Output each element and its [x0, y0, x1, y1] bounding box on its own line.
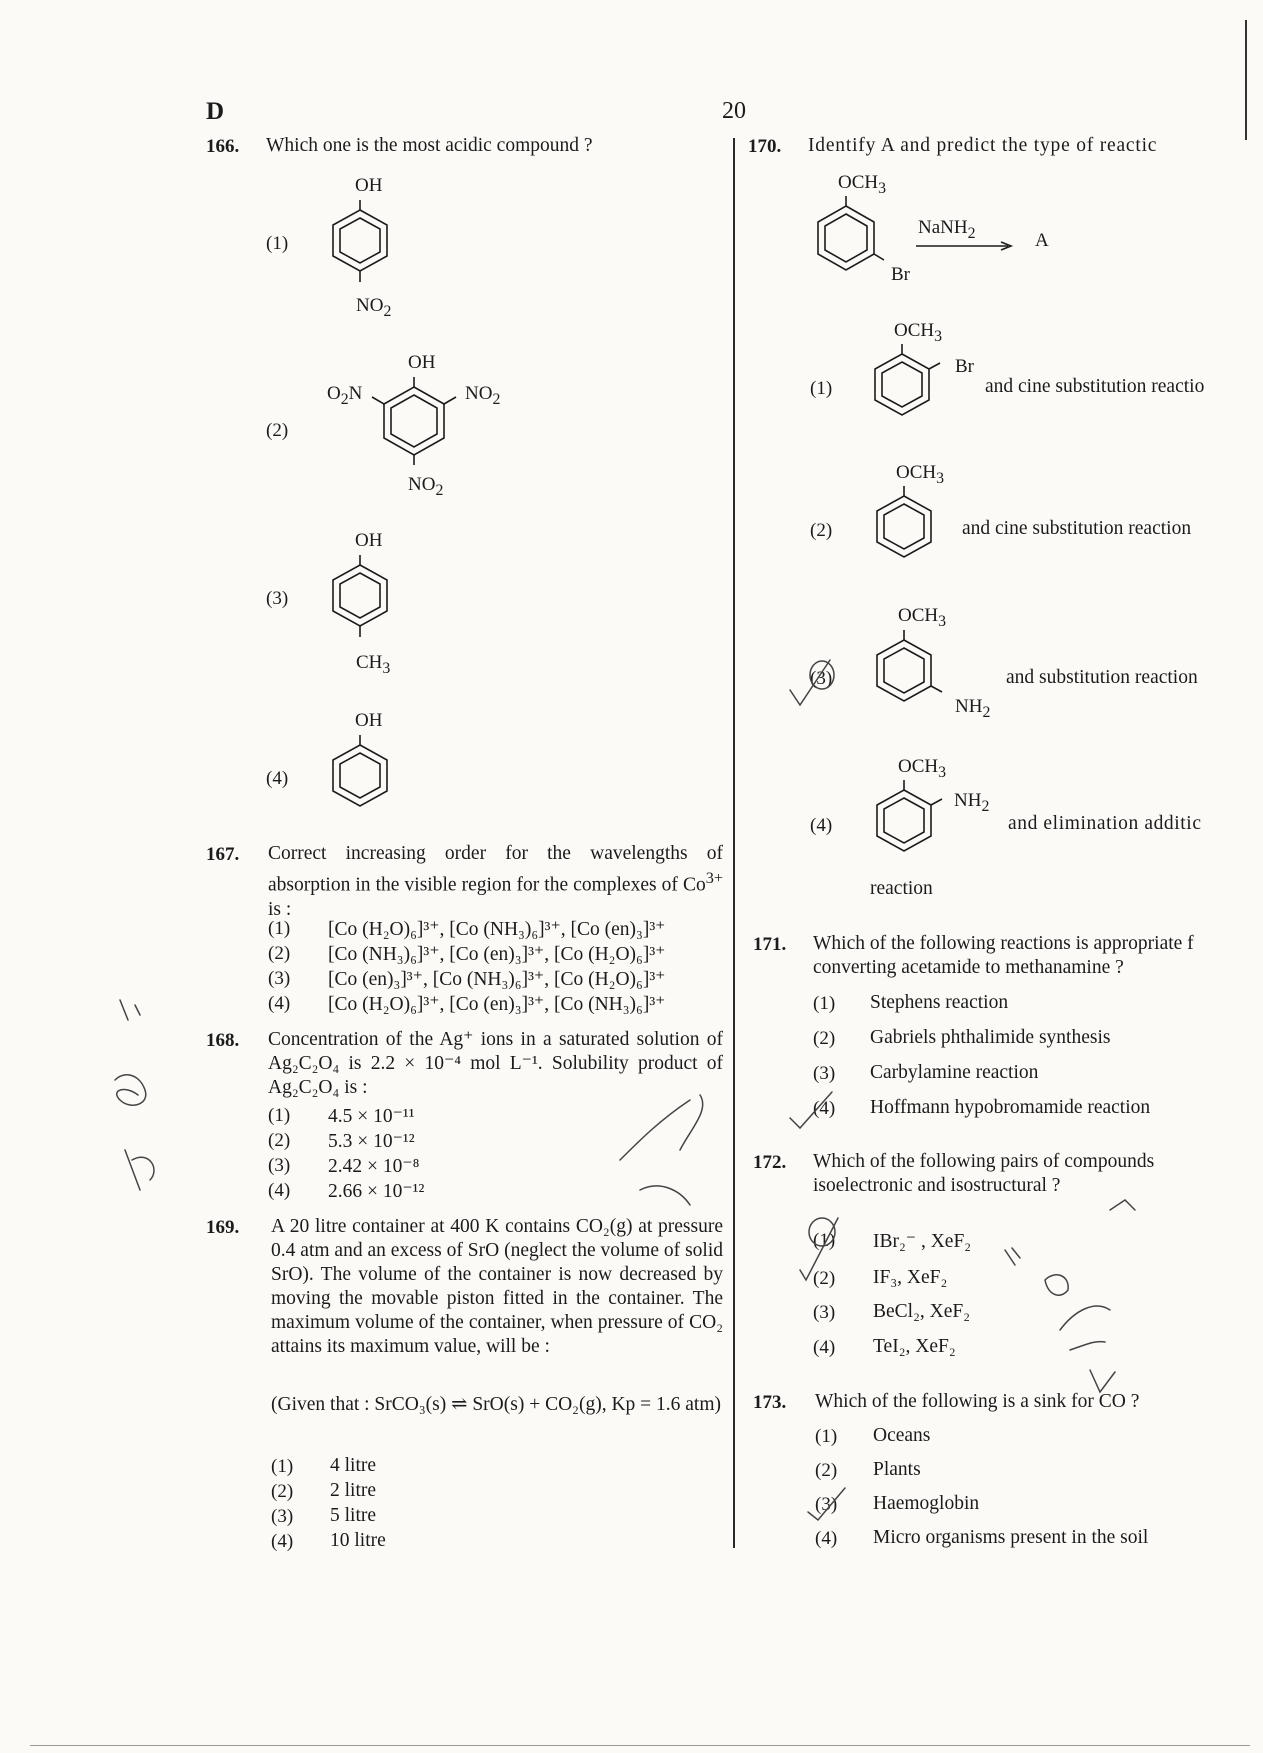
option-text[interactable]: Plants: [873, 1459, 921, 1480]
option-number[interactable]: (1): [815, 1426, 838, 1447]
option-number[interactable]: (4): [266, 768, 289, 789]
och3-label: $OCH_3$: [894, 320, 943, 345]
question-text: Concentration of the Ag⁺ ions in a saturated solution of Ag₂C₂O₄ is 2.2 × 10⁻⁴ mol L⁻¹. Solubility product of Ag₂C₂O₄ is :: [268, 1029, 723, 1098]
question-number: 168.: [206, 1030, 240, 1051]
o2n-label: $O_2N$: [327, 383, 363, 408]
option-text[interactable]: Gabriels phthalimide synthesis: [870, 1027, 1111, 1048]
question-number: 171.: [753, 934, 787, 955]
br-label: Br: [891, 264, 910, 285]
booklet-code: D: [206, 98, 225, 125]
option-text[interactable]: and elimination additic: [1008, 813, 1202, 834]
scribble-icon: [115, 1075, 146, 1105]
option-number[interactable]: (1): [810, 378, 833, 399]
tick-mark-icon: [790, 1092, 832, 1128]
oh-label: OH: [355, 175, 383, 196]
tick-mark-icon: [800, 1218, 838, 1280]
och3-label: $OCH_3$: [896, 462, 945, 487]
option-text[interactable]: IF₃, XeF₂: [873, 1267, 948, 1288]
question-number: 173.: [753, 1392, 787, 1413]
option-text[interactable]: and cine substitution reactio: [985, 376, 1205, 397]
oh-label: OH: [355, 530, 383, 551]
question-text: Which of the following pairs of compounds isoelectronic and isostructural ?: [813, 1151, 1155, 1196]
option-text[interactable]: 2 litre: [330, 1480, 377, 1501]
page-number: 20: [722, 98, 746, 124]
question-number: 172.: [753, 1152, 787, 1173]
option-number[interactable]: (2): [813, 1028, 836, 1049]
och3-label: $OCH_3$: [898, 605, 947, 630]
option-number[interactable]: (4): [815, 1528, 838, 1549]
circle-mark-icon: [810, 661, 834, 689]
scribble-icon: [620, 1095, 703, 1160]
oh-label: OH: [408, 352, 436, 373]
question-text: Which one is the most acidic compound ?: [266, 135, 593, 156]
option-text[interactable]: 5 litre: [330, 1505, 377, 1526]
question-text: Which of the following is a sink for CO ?: [815, 1391, 1140, 1412]
option-text-continued: reaction: [870, 878, 933, 899]
option-number[interactable]: (1): [268, 1105, 291, 1126]
och3-label: $OCH_3$: [838, 172, 887, 197]
option-number[interactable]: (2): [268, 943, 291, 964]
option-text[interactable]: 10 litre: [330, 1530, 386, 1551]
question-number: 169.: [206, 1217, 240, 1238]
option-text[interactable]: IBr₂⁻ , XeF₂: [873, 1231, 972, 1252]
question-text: Correct increasing order for the wavelengths of absorption in the visible region for the complexes of $Co^{3+}$ is :: [268, 843, 723, 920]
scribble-icon: [640, 1186, 690, 1205]
question-number: 170.: [748, 136, 782, 157]
option-text[interactable]: [Co (H₂O)₆]³⁺, [Co (en)₃]³⁺, [Co (NH₃)₆]³⁺: [328, 994, 666, 1015]
scribble-icon: [1090, 1370, 1115, 1392]
option-text[interactable]: 5.3 × 10⁻¹²: [328, 1131, 415, 1152]
scribble-icon: [120, 1000, 140, 1020]
option-number[interactable]: (2): [813, 1268, 836, 1289]
option-text[interactable]: and cine substitution reaction: [962, 518, 1192, 539]
option-text[interactable]: [Co (H₂O)₆]³⁺, [Co (NH₃)₆]³⁺, [Co (en)₃]³⁺: [328, 919, 666, 940]
option-text[interactable]: [Co (en)₃]³⁺, [Co (NH₃)₆]³⁺, [Co (H₂O)₆]³⁺: [328, 969, 666, 990]
option-text[interactable]: [Co (NH₃)₆]³⁺, [Co (en)₃]³⁺, [Co (H₂O)₆]³⁺: [328, 944, 666, 965]
scribble-icon: [1110, 1200, 1135, 1210]
option-number[interactable]: (4): [271, 1531, 294, 1552]
option-number[interactable]: (1): [813, 993, 836, 1014]
question-number: 166.: [206, 136, 240, 157]
option-text[interactable]: Haemoglobin: [873, 1493, 980, 1514]
question-text: Identify A and predict the type of reactic: [808, 135, 1158, 156]
option-number[interactable]: (2): [271, 1481, 294, 1502]
tick-mark-icon: [808, 1488, 845, 1520]
option-number[interactable]: (4): [268, 1180, 291, 1201]
question-number: 167.: [206, 844, 240, 865]
br-label: Br: [955, 356, 974, 377]
option-number[interactable]: (3): [271, 1506, 294, 1527]
option-number[interactable]: (2): [815, 1460, 838, 1481]
ch3-label: $CH_3$: [356, 652, 391, 677]
option-number[interactable]: (3): [268, 968, 291, 989]
question-text: Which of the following reactions is appropriate f converting acetamide to methanamine ?: [813, 933, 1194, 978]
option-text[interactable]: and substitution reaction: [1006, 667, 1198, 688]
reagent-label: NaNH$_2$: [918, 217, 976, 242]
option-text[interactable]: Micro organisms present in the soil: [873, 1527, 1149, 1548]
option-number[interactable]: (4): [810, 815, 833, 836]
option-text[interactable]: 4 litre: [330, 1455, 377, 1476]
option-number[interactable]: (1): [271, 1456, 294, 1477]
question-text: A 20 litre container at 400 K contains CO₂(g) at pressure 0.4 atm and an excess of SrO (neglect the volume of solid SrO). The volume of the container is now decreased by moving the movable piston fitted in the container. The maximum volume of the container, when pressure of CO₂ attains its maximum value, will be :: [271, 1216, 723, 1357]
option-number[interactable]: (2): [266, 420, 289, 441]
option-text[interactable]: 2.66 × 10⁻¹²: [328, 1181, 425, 1202]
tick-mark-icon: [790, 660, 833, 705]
option-number[interactable]: (4): [813, 1098, 836, 1119]
option-number[interactable]: (1): [268, 918, 291, 939]
option-number[interactable]: (4): [813, 1337, 836, 1358]
oh-label: OH: [355, 710, 383, 731]
option-text[interactable]: Hoffmann hypobromamide reaction: [870, 1097, 1151, 1118]
option-text[interactable]: 4.5 × 10⁻¹¹: [328, 1106, 415, 1127]
scribble-icon: [125, 1150, 154, 1190]
option-text[interactable]: TeI₂, XeF₂: [873, 1336, 956, 1357]
no2-label: $NO_2$: [356, 295, 392, 320]
given-equation: (Given that : SrCO₃(s) ⇌ SrO(s) + CO₂(g), Kp = 1.6 atm): [271, 1394, 722, 1415]
nh2-label: $NH_2$: [955, 696, 991, 721]
option-number[interactable]: (3): [813, 1063, 836, 1084]
option-number[interactable]: (3): [810, 668, 833, 689]
option-number[interactable]: (3): [815, 1494, 838, 1515]
option-text[interactable]: Oceans: [873, 1425, 931, 1446]
scribble-icon: [1060, 1306, 1110, 1350]
no2-label: $NO_2$: [408, 474, 444, 499]
option-text[interactable]: 2.42 × 10⁻⁸: [328, 1156, 420, 1177]
nh2-label: $NH_2$: [954, 790, 990, 815]
option-number[interactable]: (1): [813, 1230, 836, 1251]
option-number[interactable]: (2): [268, 1130, 291, 1151]
product-a-label: A: [1035, 230, 1049, 251]
scribble-icon: [1045, 1275, 1068, 1295]
no2-label: $NO_2$: [465, 383, 501, 408]
option-number[interactable]: (3): [813, 1302, 836, 1323]
option-number[interactable]: (4): [268, 993, 291, 1014]
option-number[interactable]: (1): [266, 233, 289, 254]
option-text[interactable]: BeCl₂, XeF₂: [873, 1301, 971, 1322]
option-number[interactable]: (3): [268, 1155, 291, 1176]
och3-label: $OCH_3$: [898, 756, 947, 781]
option-number[interactable]: (3): [266, 588, 289, 609]
option-text[interactable]: Stephens reaction: [870, 992, 1009, 1013]
option-number[interactable]: (2): [810, 520, 833, 541]
option-text[interactable]: Carbylamine reaction: [870, 1062, 1039, 1083]
scribble-icon: [1005, 1248, 1020, 1265]
